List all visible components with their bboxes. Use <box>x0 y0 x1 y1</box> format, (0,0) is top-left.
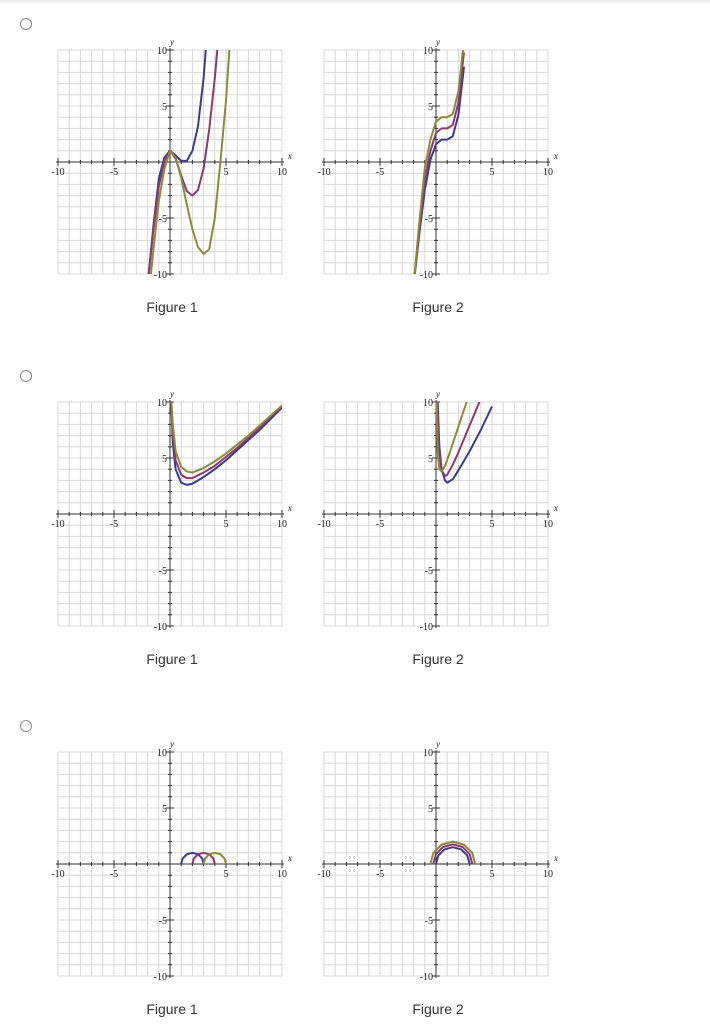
x-tick-label: -10 <box>317 167 331 178</box>
y-tick-label: -5 <box>158 566 167 577</box>
x-tick-label: -5 <box>109 167 119 178</box>
y-tick-label: 5 <box>428 454 433 465</box>
top-shadow-bar <box>0 0 710 5</box>
x-tick-label: 10 <box>277 519 287 530</box>
y-tick-label: 5 <box>162 454 167 465</box>
x-axis-label: x <box>554 853 558 863</box>
x-tick-label: -5 <box>375 519 385 530</box>
x-tick-label: 10 <box>543 519 553 530</box>
x-tick-label: -10 <box>51 869 65 880</box>
x-tick-label: 5 <box>489 519 495 530</box>
y-tick-label: 5 <box>162 804 167 815</box>
figure-plot <box>296 732 576 992</box>
y-tick-label: 10 <box>157 748 167 759</box>
y-tick-label: -10 <box>419 270 433 281</box>
x-tick-label: -10 <box>317 519 331 530</box>
y-tick-label: 10 <box>423 748 433 759</box>
x-tick-label: 10 <box>277 869 287 880</box>
y-axis-label: y <box>436 37 440 47</box>
radio-button[interactable] <box>20 370 32 382</box>
y-tick-label: -10 <box>419 972 433 983</box>
x-axis-label: x <box>288 503 292 513</box>
x-tick-label: 10 <box>543 167 553 178</box>
y-tick-label: 5 <box>162 102 167 113</box>
series-line <box>171 402 282 473</box>
radio-button[interactable] <box>20 720 32 732</box>
series-line <box>414 41 464 285</box>
y-tick-label: 5 <box>428 102 433 113</box>
x-tick-label: -10 <box>51 167 65 178</box>
x-axis-label: x <box>554 503 558 513</box>
series-line <box>414 52 464 285</box>
curves <box>148 0 232 285</box>
y-tick-label: -5 <box>158 214 167 225</box>
x-axis-label: x <box>554 151 558 161</box>
figure-caption: Figure 1 <box>146 1001 198 1017</box>
x-tick-label: 5 <box>489 869 495 880</box>
figure-caption: Figure 1 <box>146 651 198 667</box>
x-tick-label: -5 <box>375 869 385 880</box>
y-tick-label: -10 <box>153 622 167 633</box>
y-axis-label: y <box>170 739 174 749</box>
x-axis-label: x <box>288 151 292 161</box>
figure-plot <box>296 382 576 642</box>
x-tick-label: 5 <box>489 167 495 178</box>
y-tick-label: -5 <box>424 566 433 577</box>
y-tick-label: -5 <box>424 916 433 927</box>
x-tick-label: 5 <box>223 869 229 880</box>
y-tick-label: 10 <box>423 398 433 409</box>
x-tick-label: 10 <box>277 167 287 178</box>
figure-caption: Figure 2 <box>412 651 464 667</box>
y-tick-label: -10 <box>153 270 167 281</box>
x-tick-label: -5 <box>109 519 119 530</box>
figure-caption: Figure 2 <box>412 1001 464 1017</box>
y-axis-label: y <box>436 389 440 399</box>
figure-plot <box>30 732 310 992</box>
series-line <box>438 402 492 483</box>
x-tick-label: 5 <box>223 519 229 530</box>
y-axis-label: y <box>170 37 174 47</box>
y-axis-label: y <box>436 739 440 749</box>
x-tick-label: 5 <box>223 167 229 178</box>
y-tick-label: 5 <box>428 804 433 815</box>
figure-caption: Figure 2 <box>412 299 464 315</box>
x-tick-label: -10 <box>317 869 331 880</box>
figure-plot <box>296 30 576 290</box>
y-tick-label: -5 <box>424 214 433 225</box>
y-axis-label: y <box>170 389 174 399</box>
y-tick-label: -10 <box>153 972 167 983</box>
radio-button[interactable] <box>20 18 32 30</box>
y-tick-label: 10 <box>157 46 167 57</box>
x-tick-label: -10 <box>51 519 65 530</box>
x-tick-label: -5 <box>109 869 119 880</box>
x-tick-label: -5 <box>375 167 385 178</box>
curves <box>171 402 282 485</box>
y-tick-label: 10 <box>157 398 167 409</box>
series-line <box>437 399 481 476</box>
x-tick-label: 10 <box>543 869 553 880</box>
y-tick-label: -5 <box>158 916 167 927</box>
figure-caption: Figure 1 <box>146 299 198 315</box>
y-tick-label: 10 <box>423 46 433 57</box>
series-line <box>148 0 226 285</box>
curves <box>414 41 464 285</box>
x-axis-label: x <box>288 853 292 863</box>
y-tick-label: -10 <box>419 622 433 633</box>
figure-plot <box>30 382 310 642</box>
figure-plot <box>30 30 310 290</box>
